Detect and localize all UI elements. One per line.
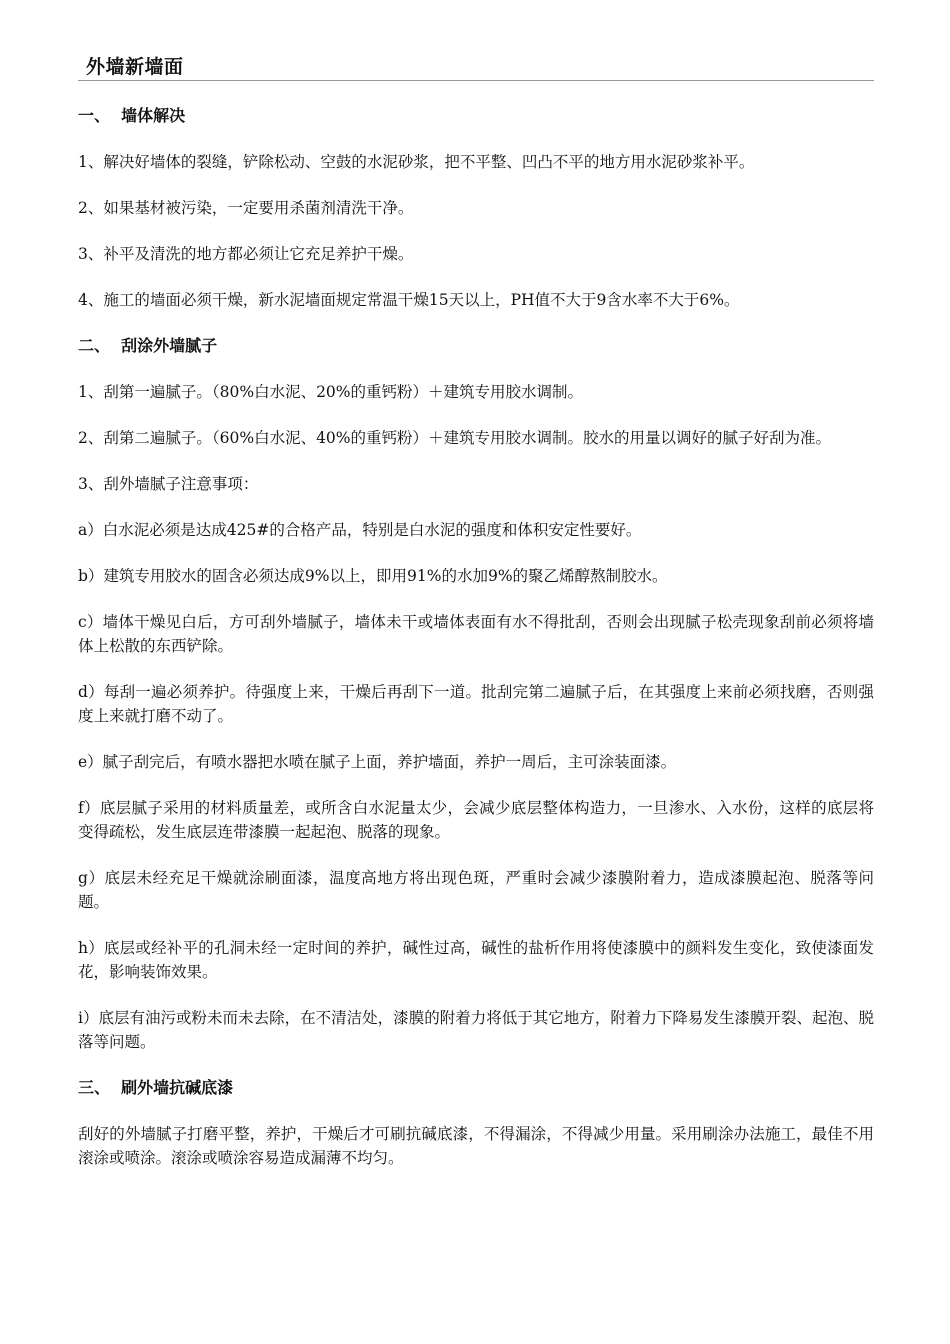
paragraph: 3、刮外墙腻子注意事项：	[78, 475, 259, 493]
document-body	[78, 104, 874, 1192]
paragraph: c）墙体干燥见白后，方可刮外墙腻子，墙体未干或墙体表面有水不得批刮，否则会出现腻子松壳现象刮前必须将墙体上松散的东西铲除。	[78, 613, 874, 655]
title-underline	[78, 80, 874, 81]
paragraph: 刮好的外墙腻子打磨平整，养护，干燥后才可刷抗碱底漆，不得漏涂，不得减少用量。采用刷涂办法施工，最佳不用滚涂或喷涂。滚涂或喷涂容易造成漏薄不均匀。	[78, 1125, 874, 1167]
paragraph: d）每刮一遍必须养护。待强度上来，干燥后再刮下一道。批刮完第二遍腻子后，在其强度上来前必须找磨，否则强度上来就打磨不动了。	[78, 683, 874, 725]
paragraph: a）白水泥必须是达成425#的合格产品，特别是白水泥的强度和体积安定性要好。	[78, 521, 642, 539]
section-heading-1: 一、 墙体解决	[78, 106, 186, 125]
paragraph: b）建筑专用胶水的固含必须达成9%以上，即用91%的水加9%的聚乙烯醇熬制胶水。	[78, 567, 668, 585]
paragraph: 2、刮第二遍腻子。（60%白水泥、40%的重钙粉）＋建筑专用胶水调制。胶水的用量以调好的腻子好刮为准。	[78, 429, 832, 447]
paragraph: g）底层未经充足干燥就涂刷面漆，温度高地方将出现色斑，严重时会减少漆膜附着力，造成漆膜起泡、脱落等问题。	[78, 869, 874, 911]
section-heading-2: 二、 刮涂外墙腻子	[78, 336, 218, 355]
document-title: 外墙新墙面	[86, 56, 184, 78]
paragraph: e）腻子刮完后，有喷水器把水喷在腻子上面，养护墙面，养护一周后，主可涂装面漆。	[78, 753, 677, 771]
section-heading-3: 三、 刷外墙抗碱底漆	[78, 1078, 234, 1097]
paragraph: h）底层或经补平的孔洞未经一定时间的养护，碱性过高，碱性的盐析作用将使漆膜中的颜料发生变化，致使漆面发花，影响装饰效果。	[78, 939, 874, 981]
paragraph: 2、如果基材被污染，一定要用杀菌剂清洗干净。	[78, 199, 414, 217]
paragraph: 1、刮第一遍腻子。（80%白水泥、20%的重钙粉）＋建筑专用胶水调制。	[78, 383, 584, 401]
paragraph: i）底层有油污或粉未而未去除，在不清洁处，漆膜的附着力将低于其它地方，附着力下降易发生漆膜开裂、起泡、脱落等问题。	[78, 1009, 874, 1051]
paragraph: 1、解决好墙体的裂缝，铲除松动、空鼓的水泥砂浆，把不平整、凹凸不平的地方用水泥砂浆补平。	[78, 153, 755, 171]
paragraph: f）底层腻子采用的材料质量差，或所含白水泥量太少，会减少底层整体构造力，一旦渗水、入水份，这样的底层将变得疏松，发生底层连带漆膜一起起泡、脱落的现象。	[78, 799, 874, 841]
paragraph: 4、施工的墙面必须干燥，新水泥墙面规定常温干燥15天以上，PH值不大于9含水率不大于6%。	[78, 291, 740, 309]
paragraph: 3、补平及清洗的地方都必须让它充足养护干燥。	[78, 245, 414, 263]
